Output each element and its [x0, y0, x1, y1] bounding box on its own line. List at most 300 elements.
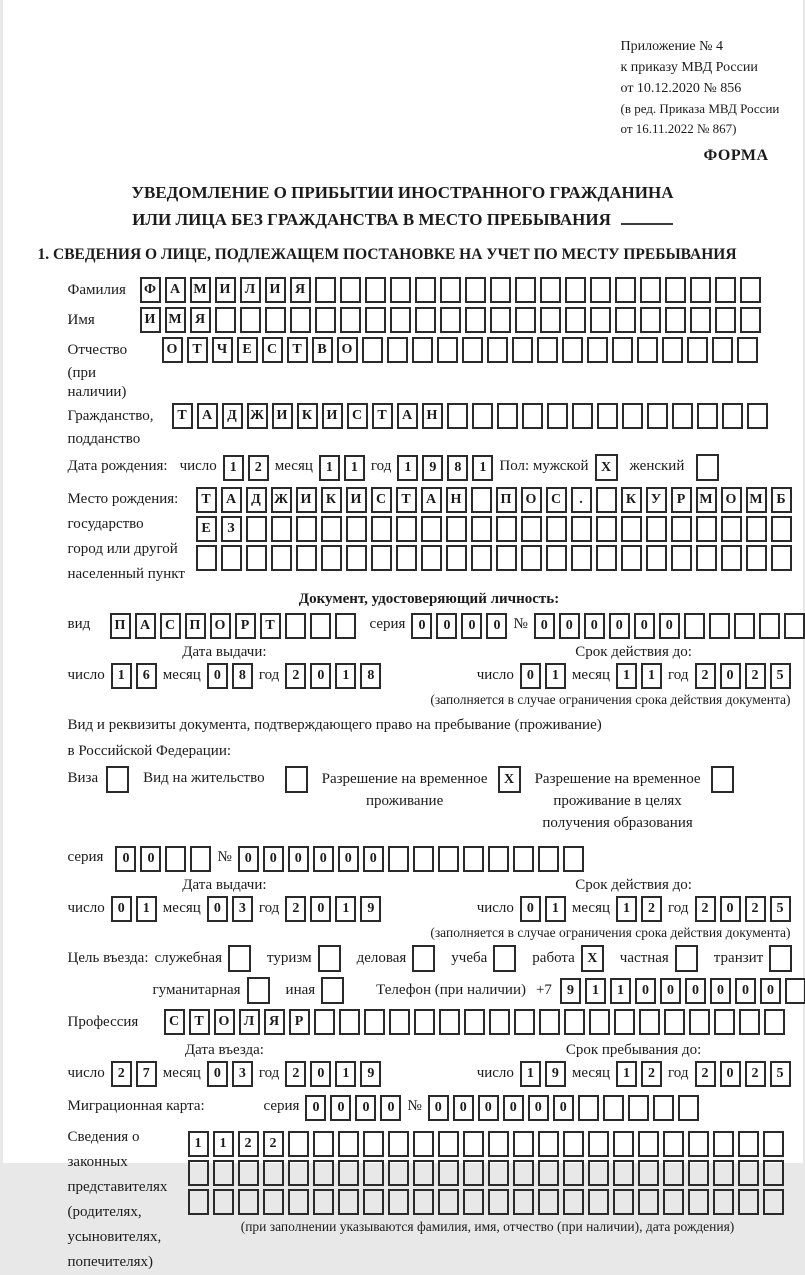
char-cell[interactable] [290, 307, 311, 333]
char-cell[interactable]: 0 [305, 1095, 326, 1121]
char-cell[interactable] [465, 277, 486, 303]
char-cell[interactable]: 0 [710, 978, 731, 1004]
char-cell[interactable]: О [210, 613, 231, 639]
char-cell[interactable]: 0 [363, 846, 384, 872]
char-cell[interactable]: 0 [436, 613, 457, 639]
char-cell[interactable] [514, 1009, 535, 1035]
char-cell[interactable]: 0 [140, 846, 161, 872]
char-cell[interactable]: Т [172, 403, 193, 429]
char-cell[interactable]: 5 [770, 1061, 791, 1087]
char-cell[interactable] [640, 277, 661, 303]
char-cell[interactable] [463, 1189, 484, 1215]
char-cell[interactable] [464, 1009, 485, 1035]
char-cell[interactable]: А [421, 487, 442, 513]
char-cell[interactable] [338, 1160, 359, 1186]
char-cell[interactable]: М [165, 307, 186, 333]
char-cell[interactable]: X [498, 766, 521, 793]
char-cell[interactable] [663, 1189, 684, 1215]
char-cell[interactable]: 1 [111, 663, 132, 689]
char-cell[interactable] [738, 1131, 759, 1157]
char-cell[interactable]: 2 [641, 1061, 662, 1087]
char-cell[interactable] [440, 277, 461, 303]
char-cell[interactable] [489, 1009, 510, 1035]
char-cell[interactable] [247, 977, 270, 1004]
char-cell[interactable] [340, 307, 361, 333]
char-cell[interactable]: Р [235, 613, 256, 639]
char-cell[interactable] [412, 945, 435, 972]
char-cell[interactable] [446, 545, 467, 571]
char-cell[interactable]: 2 [695, 896, 716, 922]
char-cell[interactable]: 1 [520, 1061, 541, 1087]
char-cell[interactable]: 0 [238, 846, 259, 872]
char-cell[interactable]: И [265, 277, 286, 303]
char-cell[interactable] [463, 1160, 484, 1186]
char-cell[interactable] [538, 1131, 559, 1157]
char-cell[interactable] [538, 846, 559, 872]
char-cell[interactable]: Ч [212, 337, 233, 363]
char-cell[interactable] [759, 613, 780, 639]
char-cell[interactable]: Л [239, 1009, 260, 1035]
char-cell[interactable] [665, 307, 686, 333]
char-cell[interactable] [713, 1189, 734, 1215]
char-cell[interactable]: X [581, 945, 604, 972]
char-cell[interactable]: 1 [610, 978, 631, 1004]
char-cell[interactable] [547, 403, 568, 429]
char-cell[interactable] [318, 945, 341, 972]
char-cell[interactable] [713, 1160, 734, 1186]
char-cell[interactable]: 1 [472, 455, 493, 481]
char-cell[interactable] [396, 545, 417, 571]
char-cell[interactable] [571, 516, 592, 542]
char-cell[interactable]: 1 [616, 663, 637, 689]
char-cell[interactable]: 3 [232, 1061, 253, 1087]
char-cell[interactable]: П [185, 613, 206, 639]
char-cell[interactable] [365, 277, 386, 303]
char-cell[interactable]: 0 [207, 896, 228, 922]
char-cell[interactable]: А [397, 403, 418, 429]
char-cell[interactable]: Р [671, 487, 692, 513]
char-cell[interactable]: Т [287, 337, 308, 363]
char-cell[interactable] [490, 277, 511, 303]
char-cell[interactable] [438, 1160, 459, 1186]
char-cell[interactable] [263, 1189, 284, 1215]
char-cell[interactable] [285, 766, 308, 793]
char-cell[interactable] [321, 545, 342, 571]
char-cell[interactable]: 2 [695, 1061, 716, 1087]
char-cell[interactable] [662, 337, 683, 363]
char-cell[interactable] [714, 1009, 735, 1035]
char-cell[interactable] [572, 403, 593, 429]
char-cell[interactable] [496, 545, 517, 571]
char-cell[interactable] [288, 1131, 309, 1157]
char-cell[interactable] [447, 403, 468, 429]
char-cell[interactable]: Я [264, 1009, 285, 1035]
char-cell[interactable]: 0 [659, 613, 680, 639]
char-cell[interactable] [738, 1189, 759, 1215]
char-cell[interactable] [647, 403, 668, 429]
char-cell[interactable]: А [221, 487, 242, 513]
char-cell[interactable] [188, 1189, 209, 1215]
char-cell[interactable]: 3 [232, 896, 253, 922]
char-cell[interactable]: О [214, 1009, 235, 1035]
char-cell[interactable]: 0 [263, 846, 284, 872]
char-cell[interactable] [638, 1160, 659, 1186]
char-cell[interactable]: 1 [344, 455, 365, 481]
char-cell[interactable]: Т [372, 403, 393, 429]
char-cell[interactable]: 1 [136, 896, 157, 922]
char-cell[interactable] [285, 613, 306, 639]
char-cell[interactable]: 2 [285, 896, 306, 922]
char-cell[interactable] [106, 766, 129, 793]
char-cell[interactable]: А [197, 403, 218, 429]
char-cell[interactable] [638, 1189, 659, 1215]
char-cell[interactable] [537, 337, 558, 363]
char-cell[interactable]: 0 [609, 613, 630, 639]
char-cell[interactable] [388, 1160, 409, 1186]
char-cell[interactable] [638, 1131, 659, 1157]
char-cell[interactable]: 0 [720, 896, 741, 922]
char-cell[interactable] [488, 1131, 509, 1157]
char-cell[interactable] [310, 613, 331, 639]
char-cell[interactable]: 0 [428, 1095, 449, 1121]
char-cell[interactable]: 0 [528, 1095, 549, 1121]
char-cell[interactable] [612, 337, 633, 363]
char-cell[interactable]: 0 [559, 613, 580, 639]
char-cell[interactable] [738, 1160, 759, 1186]
char-cell[interactable] [515, 307, 536, 333]
char-cell[interactable]: 9 [545, 1061, 566, 1087]
char-cell[interactable] [588, 1160, 609, 1186]
char-cell[interactable] [684, 613, 705, 639]
char-cell[interactable]: 0 [461, 613, 482, 639]
char-cell[interactable] [690, 307, 711, 333]
char-cell[interactable]: 9 [360, 1061, 381, 1087]
char-cell[interactable] [613, 1131, 634, 1157]
char-cell[interactable]: 0 [115, 846, 136, 872]
char-cell[interactable] [488, 1189, 509, 1215]
char-cell[interactable] [471, 487, 492, 513]
char-cell[interactable] [713, 1131, 734, 1157]
char-cell[interactable] [678, 1095, 699, 1121]
char-cell[interactable]: 0 [503, 1095, 524, 1121]
char-cell[interactable]: 0 [330, 1095, 351, 1121]
char-cell[interactable] [389, 1009, 410, 1035]
char-cell[interactable]: 0 [685, 978, 706, 1004]
char-cell[interactable]: И [296, 487, 317, 513]
char-cell[interactable]: 1 [397, 455, 418, 481]
char-cell[interactable] [785, 978, 805, 1004]
char-cell[interactable]: Ж [271, 487, 292, 513]
char-cell[interactable]: И [346, 487, 367, 513]
char-cell[interactable] [721, 545, 742, 571]
char-cell[interactable] [437, 337, 458, 363]
char-cell[interactable]: 0 [720, 1061, 741, 1087]
char-cell[interactable] [587, 337, 608, 363]
char-cell[interactable] [488, 1160, 509, 1186]
char-cell[interactable] [621, 516, 642, 542]
char-cell[interactable]: Т [196, 487, 217, 513]
char-cell[interactable]: К [321, 487, 342, 513]
char-cell[interactable] [213, 1189, 234, 1215]
char-cell[interactable] [339, 1009, 360, 1035]
char-cell[interactable] [590, 307, 611, 333]
char-cell[interactable] [363, 1131, 384, 1157]
char-cell[interactable]: В [312, 337, 333, 363]
char-cell[interactable] [763, 1189, 784, 1215]
char-cell[interactable] [665, 277, 686, 303]
char-cell[interactable] [421, 545, 442, 571]
char-cell[interactable] [688, 1131, 709, 1157]
char-cell[interactable] [613, 1189, 634, 1215]
char-cell[interactable] [689, 1009, 710, 1035]
char-cell[interactable]: 0 [584, 613, 605, 639]
char-cell[interactable]: 0 [553, 1095, 574, 1121]
char-cell[interactable] [628, 1095, 649, 1121]
char-cell[interactable] [640, 307, 661, 333]
char-cell[interactable] [321, 516, 342, 542]
char-cell[interactable] [415, 307, 436, 333]
char-cell[interactable]: 9 [360, 896, 381, 922]
char-cell[interactable] [596, 487, 617, 513]
char-cell[interactable] [188, 1160, 209, 1186]
char-cell[interactable]: 1 [335, 896, 356, 922]
char-cell[interactable] [622, 403, 643, 429]
char-cell[interactable]: 0 [534, 613, 555, 639]
char-cell[interactable] [746, 545, 767, 571]
char-cell[interactable] [521, 545, 542, 571]
char-cell[interactable] [190, 846, 211, 872]
char-cell[interactable] [314, 1009, 335, 1035]
char-cell[interactable] [562, 337, 583, 363]
char-cell[interactable]: 2 [248, 455, 269, 481]
char-cell[interactable] [613, 1160, 634, 1186]
char-cell[interactable] [371, 545, 392, 571]
char-cell[interactable]: 2 [695, 663, 716, 689]
char-cell[interactable] [688, 1189, 709, 1215]
char-cell[interactable] [696, 516, 717, 542]
char-cell[interactable] [440, 307, 461, 333]
char-cell[interactable] [540, 277, 561, 303]
char-cell[interactable] [165, 846, 186, 872]
char-cell[interactable] [546, 516, 567, 542]
char-cell[interactable]: 2 [745, 1061, 766, 1087]
char-cell[interactable] [515, 277, 536, 303]
char-cell[interactable]: 8 [360, 663, 381, 689]
char-cell[interactable]: К [297, 403, 318, 429]
char-cell[interactable]: И [140, 307, 161, 333]
char-cell[interactable]: 0 [760, 978, 781, 1004]
char-cell[interactable] [563, 1131, 584, 1157]
char-cell[interactable] [672, 403, 693, 429]
char-cell[interactable] [715, 277, 736, 303]
char-cell[interactable] [364, 1009, 385, 1035]
char-cell[interactable] [539, 1009, 560, 1035]
char-cell[interactable] [712, 337, 733, 363]
char-cell[interactable] [296, 545, 317, 571]
char-cell[interactable] [696, 545, 717, 571]
char-cell[interactable] [388, 1131, 409, 1157]
char-cell[interactable] [463, 846, 484, 872]
char-cell[interactable]: 0 [520, 896, 541, 922]
char-cell[interactable] [246, 545, 267, 571]
char-cell[interactable]: 1 [213, 1131, 234, 1157]
char-cell[interactable] [215, 307, 236, 333]
char-cell[interactable] [513, 1189, 534, 1215]
char-cell[interactable] [288, 1160, 309, 1186]
char-cell[interactable] [687, 337, 708, 363]
char-cell[interactable] [346, 545, 367, 571]
char-cell[interactable]: И [322, 403, 343, 429]
char-cell[interactable] [340, 277, 361, 303]
char-cell[interactable]: И [272, 403, 293, 429]
char-cell[interactable] [746, 516, 767, 542]
char-cell[interactable]: 0 [635, 978, 656, 1004]
char-cell[interactable]: С [546, 487, 567, 513]
char-cell[interactable]: Т [260, 613, 281, 639]
char-cell[interactable] [513, 846, 534, 872]
char-cell[interactable] [578, 1095, 599, 1121]
char-cell[interactable] [390, 307, 411, 333]
char-cell[interactable]: 1 [616, 896, 637, 922]
char-cell[interactable]: 2 [238, 1131, 259, 1157]
char-cell[interactable] [463, 1131, 484, 1157]
char-cell[interactable]: 0 [486, 613, 507, 639]
char-cell[interactable]: 8 [232, 663, 253, 689]
char-cell[interactable] [228, 945, 251, 972]
char-cell[interactable] [238, 1160, 259, 1186]
char-cell[interactable]: 0 [310, 896, 331, 922]
char-cell[interactable]: Я [290, 277, 311, 303]
char-cell[interactable]: 0 [520, 663, 541, 689]
char-cell[interactable]: 2 [745, 896, 766, 922]
char-cell[interactable] [313, 1189, 334, 1215]
char-cell[interactable] [512, 337, 533, 363]
char-cell[interactable]: 9 [422, 455, 443, 481]
char-cell[interactable] [335, 613, 356, 639]
char-cell[interactable] [388, 846, 409, 872]
char-cell[interactable]: 0 [310, 663, 331, 689]
char-cell[interactable] [446, 516, 467, 542]
char-cell[interactable]: У [646, 487, 667, 513]
char-cell[interactable] [196, 545, 217, 571]
char-cell[interactable] [709, 613, 730, 639]
char-cell[interactable]: С [262, 337, 283, 363]
char-cell[interactable]: 1 [223, 455, 244, 481]
char-cell[interactable] [363, 1160, 384, 1186]
char-cell[interactable] [362, 337, 383, 363]
char-cell[interactable] [513, 1131, 534, 1157]
char-cell[interactable] [363, 1189, 384, 1215]
char-cell[interactable] [221, 545, 242, 571]
char-cell[interactable]: Е [196, 516, 217, 542]
char-cell[interactable] [522, 403, 543, 429]
char-cell[interactable]: Б [771, 487, 792, 513]
char-cell[interactable] [621, 545, 642, 571]
char-cell[interactable] [615, 277, 636, 303]
char-cell[interactable] [771, 545, 792, 571]
char-cell[interactable] [784, 613, 805, 639]
char-cell[interactable] [563, 1189, 584, 1215]
char-cell[interactable]: 1 [616, 1061, 637, 1087]
char-cell[interactable]: П [496, 487, 517, 513]
char-cell[interactable] [664, 1009, 685, 1035]
char-cell[interactable] [213, 1160, 234, 1186]
char-cell[interactable] [546, 545, 567, 571]
char-cell[interactable]: 1 [319, 455, 340, 481]
char-cell[interactable] [465, 307, 486, 333]
char-cell[interactable]: 0 [720, 663, 741, 689]
char-cell[interactable] [413, 846, 434, 872]
char-cell[interactable] [472, 403, 493, 429]
char-cell[interactable] [438, 1189, 459, 1215]
char-cell[interactable] [697, 403, 718, 429]
char-cell[interactable] [721, 516, 742, 542]
char-cell[interactable] [296, 516, 317, 542]
char-cell[interactable] [462, 337, 483, 363]
char-cell[interactable] [271, 516, 292, 542]
char-cell[interactable] [313, 1131, 334, 1157]
char-cell[interactable] [439, 1009, 460, 1035]
char-cell[interactable]: 8 [447, 455, 468, 481]
char-cell[interactable]: 7 [136, 1061, 157, 1087]
char-cell[interactable]: . [571, 487, 592, 513]
char-cell[interactable]: О [162, 337, 183, 363]
char-cell[interactable] [590, 277, 611, 303]
char-cell[interactable] [413, 1160, 434, 1186]
char-cell[interactable] [597, 403, 618, 429]
char-cell[interactable]: 2 [111, 1061, 132, 1087]
char-cell[interactable] [596, 545, 617, 571]
char-cell[interactable] [288, 1189, 309, 1215]
char-cell[interactable]: Л [240, 277, 261, 303]
char-cell[interactable]: О [521, 487, 542, 513]
char-cell[interactable] [240, 307, 261, 333]
char-cell[interactable] [271, 545, 292, 571]
char-cell[interactable]: С [164, 1009, 185, 1035]
char-cell[interactable]: К [621, 487, 642, 513]
char-cell[interactable]: Ж [247, 403, 268, 429]
char-cell[interactable]: Н [422, 403, 443, 429]
char-cell[interactable] [663, 1160, 684, 1186]
char-cell[interactable] [596, 516, 617, 542]
char-cell[interactable] [238, 1189, 259, 1215]
char-cell[interactable]: И [215, 277, 236, 303]
char-cell[interactable] [688, 1160, 709, 1186]
char-cell[interactable] [315, 277, 336, 303]
char-cell[interactable]: М [746, 487, 767, 513]
char-cell[interactable] [565, 277, 586, 303]
char-cell[interactable] [671, 516, 692, 542]
char-cell[interactable] [412, 337, 433, 363]
char-cell[interactable]: М [696, 487, 717, 513]
char-cell[interactable]: 5 [770, 896, 791, 922]
char-cell[interactable] [387, 337, 408, 363]
char-cell[interactable]: Т [396, 487, 417, 513]
char-cell[interactable] [663, 1131, 684, 1157]
char-cell[interactable] [540, 307, 561, 333]
char-cell[interactable] [675, 945, 698, 972]
char-cell[interactable] [346, 516, 367, 542]
char-cell[interactable] [737, 337, 758, 363]
char-cell[interactable] [538, 1189, 559, 1215]
char-cell[interactable] [615, 307, 636, 333]
char-cell[interactable] [390, 277, 411, 303]
char-cell[interactable] [487, 337, 508, 363]
char-cell[interactable]: С [160, 613, 181, 639]
char-cell[interactable] [740, 277, 761, 303]
char-cell[interactable] [739, 1009, 760, 1035]
char-cell[interactable]: X [595, 454, 618, 481]
